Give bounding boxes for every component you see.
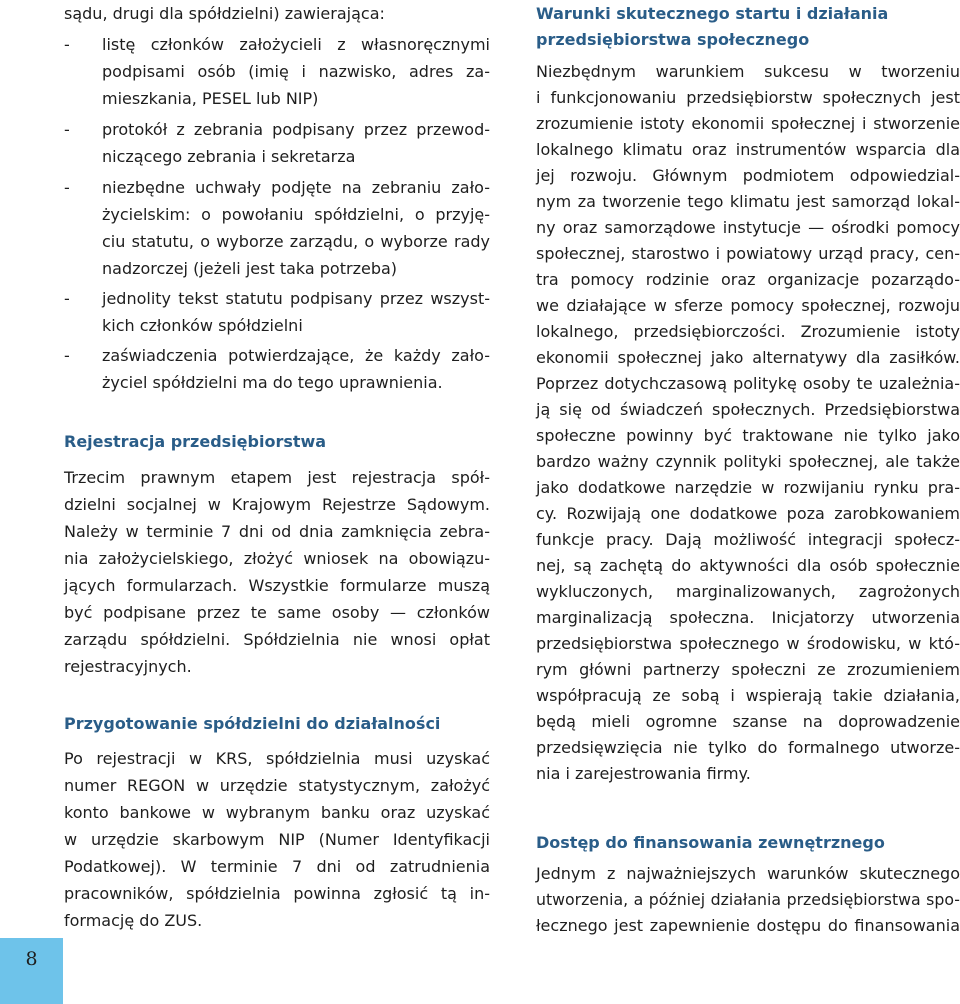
intro-line: sądu, drugi dla spółdzielni) zawierająca: [64,4,385,23]
paragraph-line: lokalnego klimatu oraz instrumentów wsparcia dla [536,140,960,159]
section-heading-conditions: Warunki skutecznego startu i działania [536,4,889,23]
bullet-line: podpisami osób (imię i nazwisko, adres za- [102,62,490,81]
section-heading-preparation: Przygotowanie spółdzielni do działalności [64,714,441,733]
paragraph-line: być podpisane przez te same osoby — członków [64,603,490,622]
paragraph-line: nej, są zachętą do aktywności dla osób społecznie [536,556,960,575]
paragraph-line: tra pomocy rodzinie oraz organizacje pozarządo- [536,270,960,289]
bullet-dash: - [64,289,70,308]
paragraph-line: nym za tworzenie tego klimatu jest samorząd lokal- [536,192,960,211]
paragraph-line: utworzenia, a później działania przedsiębiorstwa spo- [536,890,960,909]
paragraph-line: Po rejestracji w KRS, spółdzielnia musi uzyskać [64,749,490,768]
bullet-dash: - [64,120,70,139]
bullet-line: życielskim: o powołaniu spółdzielni, o przyję- [102,205,490,224]
paragraph-line: funkcje pracy. Dają możliwość integracji społecz- [536,530,960,549]
paragraph-line: wykluczonych, marginalizowanych, zagrożonych [536,582,960,601]
paragraph-line: numer REGON w urzędzie statystycznym, założyć [64,776,490,795]
bullet-dash: - [64,35,70,54]
paragraph-line: rejestracyjnych. [64,657,192,676]
bullet-line: mieszkania, PESEL lub NIP) [102,89,319,108]
bullet-line: protokół z zebrania podpisany przez przewod- [102,120,490,139]
paragraph-line: ny oraz samorządowe instytucje — ośrodki pomocy [536,218,960,237]
paragraph-line: Niezbędnym warunkiem sukcesu w tworzeniu [536,62,960,81]
paragraph-line: będą mieli ogromne szanse na doprowadzenie [536,712,960,731]
paragraph-line: Trzecim prawnym etapem jest rejestracja spół- [64,468,490,487]
paragraph-line: lokalnego, przedsiębiorczości. Zrozumienie istoty [536,322,960,341]
paragraph-line: w urzędzie skarbowym NIP (Numer Identyfikacji [64,830,490,849]
paragraph-line: konto bankowe w wybranym banku oraz uzyskać [64,803,490,822]
paragraph-line: dzielni socjalnej w Krajowym Rejestrze Sądowym. [64,495,490,514]
paragraph-line: we działające w sferze pomocy społecznej, rozwoju [536,296,960,315]
bullet-line: ciu statutu, o wyborze zarządu, o wyborze rady [102,232,490,251]
paragraph-line: Podatkowej). W terminie 7 dni od zatrudnienia [64,857,490,876]
paragraph-line: jących formularzach. Wszystkie formularze muszą [64,576,490,595]
paragraph-line: bardzo ważny czynnik polityki społecznej, ale także [536,452,960,471]
paragraph-line: nia i zarejestrowania firmy. [536,764,751,783]
paragraph-line: przedsiębiorstwa społecznego w środowisku, w któ- [536,634,960,653]
bullet-line: jednolity tekst statutu podpisany przez wszyst- [102,289,490,308]
paragraph-line: łecznego jest zapewnienie dostępu do finansowania [536,916,960,935]
paragraph-line: i funkcjonowaniu przedsiębiorstw społecznych jest [536,88,960,107]
bullet-line: niczącego zebrania i sekretarza [102,147,356,166]
paragraph-line: ją się od świadczeń społecznych. Przedsiębiorstwa [536,400,960,419]
bullet-line: niezbędne uchwały podjęte na zebraniu zało- [102,178,490,197]
paragraph-line: marginalizacją społeczna. Inicjatorzy utworzenia [536,608,960,627]
paragraph-line: cy. Rozwijają one dodatkowe poza zarobkowaniem [536,504,960,523]
bullet-line: listę członków założycieli z własnoręcznymi [102,35,490,54]
page-number: 8 [25,948,38,970]
paragraph-line: formację do ZUS. [64,911,203,930]
paragraph-line: współpracują ze sobą i wspierają takie działania, [536,686,960,705]
paragraph-line: nia założycielskiego, złożyć wniosek na obowiązu- [64,549,490,568]
section-heading-financing: Dostęp do finansowania zewnętrznego [536,833,885,852]
paragraph-line: Poprzez dotychczasową politykę osoby te uzależnia- [536,374,960,393]
paragraph-line: rym główni partnerzy społeczni ze zrozumieniem [536,660,960,679]
paragraph-line: ekonomii społecznej jako alternatywy dla zasiłków. [536,348,960,367]
paragraph-line: pracowników, spółdzielnia powinna zgłosić tą in- [64,884,490,903]
paragraph-line: Należy w terminie 7 dni od dnia zamknięcia zebra- [64,522,490,541]
bullet-dash: - [64,178,70,197]
page-number-tab [0,938,63,1004]
paragraph-line: społeczne powinny być traktowane nie tylko jako [536,426,960,445]
paragraph-line: jako dodatkowe narzędzie w rozwijaniu rynku pra- [536,478,960,497]
bullet-line: życiel spółdzielni ma do tego uprawnienia. [102,373,443,392]
paragraph-line: jej rozwoju. Głównym podmiotem odpowiedzial- [536,166,960,185]
bullet-line: zaświadczenia potwierdzające, że każdy zało- [102,346,490,365]
bullet-line: kich członków spółdzielni [102,316,303,335]
paragraph-line: zarządu spółdzielni. Spółdzielnia nie wnosi opłat [64,630,490,649]
paragraph-line: przedsięwzięcia nie tylko do formalnego utworze- [536,738,960,757]
bullet-dash: - [64,346,70,365]
bullet-line: nadzorczej (jeżeli jest taka potrzeba) [102,259,398,278]
paragraph-line: zrozumienie istoty ekonomii społecznej i stworzenie [536,114,960,133]
section-heading-conditions-cont: przedsiębiorstwa społecznego [536,30,810,49]
paragraph-line: Jednym z najważniejszych warunków skutecznego [536,864,960,883]
paragraph-line: społecznej, starostwo i powiatowy urząd pracy, cen- [536,244,960,263]
section-heading-registration: Rejestracja przedsiębiorstwa [64,432,327,451]
